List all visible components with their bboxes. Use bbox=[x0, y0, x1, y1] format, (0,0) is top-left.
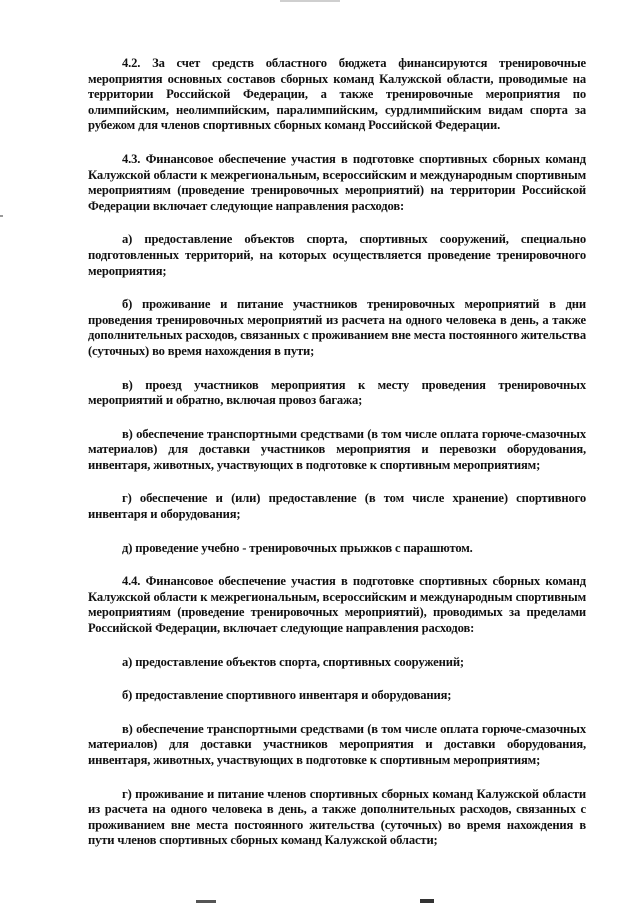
scan-artifact-bottom-right bbox=[420, 899, 434, 903]
scan-artifact-bottom-left bbox=[196, 900, 216, 903]
list-item-4-4-g: г) проживание и питание членов спортивных сборных команд Калужской области из расчета на одного человека в день, а также дополнительных расходов, связанных с проживанием вне места постоянного жительства (суточных) во время нахождения в пути членов спортивных сборных команд Калужской области; bbox=[88, 786, 586, 848]
list-item-4-3-g: г) обеспечение и (или) предоставление (в том числе хранение) спортивного инвентаря и оборудования; bbox=[88, 491, 586, 522]
list-item-4-4-v: в) обеспечение транспортными средствами (в том числе оплата горюче-смазочных материалов) для доставки участников мероприятия и доставки оборудования, инвентаря, животных, участвующих в подготовке к спортивным мероприятиям; bbox=[88, 721, 586, 767]
list-item-4-3-v-transport: в) обеспечение транспортными средствами (в том числе оплата горюче-смазочных материалов) для доставки участников мероприятия и перевозки оборудования, инвентаря, животных, участвующих в подготовке к спортивным мероприятиям; bbox=[88, 426, 586, 472]
list-item-4-3-a: а) предоставление объектов спорта, спортивных сооружений, специально подготовленных территорий, на которых осуществляется проведение тренировочного мероприятия; bbox=[88, 232, 586, 278]
paragraph-4-4: 4.4. Финансовое обеспечение участия в подготовке спортивных сборных команд Калужской области к межрегиональным, всероссийским и международным спортивным мероприятиям (проведение тренировочных мероприятий), проводимых за пределами Российской Федерации, включает следующие направления расходов: bbox=[88, 574, 586, 636]
paragraph-4-2: 4.2. За счет средств областного бюджета финансируются тренировочные мероприятия основных составов сборных команд Калужской области, проводимые на территории Российской Федерации, а также тренировочные мероприятия по олимпийским, неолимпийским, паралимпийским, сурдлимпийским видам спорта за рубежом для членов спортивных сборных команд Российской Федерации. bbox=[88, 56, 586, 133]
list-item-4-3-d: д) проведение учебно - тренировочных прыжков с парашютом. bbox=[122, 540, 473, 555]
list-item-4-3-b: б) проживание и питание участников тренировочных мероприятий в дни проведения тренировочных мероприятий из расчета на одного человека в день, а также дополнительных расходов, связанных с проживанием вне места постоянного жительства (суточных) во время нахождения в пути; bbox=[88, 297, 586, 358]
document-body bbox=[88, 56, 586, 867]
scan-artifact-left bbox=[0, 215, 3, 217]
list-item-4-3-v-travel: в) проезд участников мероприятия к месту проведения тренировочных мероприятий и обратно, включая провоз багажа; bbox=[88, 377, 586, 408]
list-item-4-4-b: б) предоставление спортивного инвентаря и оборудования; bbox=[122, 688, 452, 703]
scan-artifact-top bbox=[280, 0, 340, 2]
paragraph-4-3: 4.3. Финансовое обеспечение участия в подготовке спортивных сборных команд Калужской области к межрегиональным, всероссийским и международным спортивным мероприятиям (проведение тренировочных мероприятий) на территории Российской Федерации включает следующие направления расходов: bbox=[88, 151, 586, 213]
list-item-4-4-a: а) предоставление объектов спорта, спортивных сооружений; bbox=[122, 654, 464, 669]
